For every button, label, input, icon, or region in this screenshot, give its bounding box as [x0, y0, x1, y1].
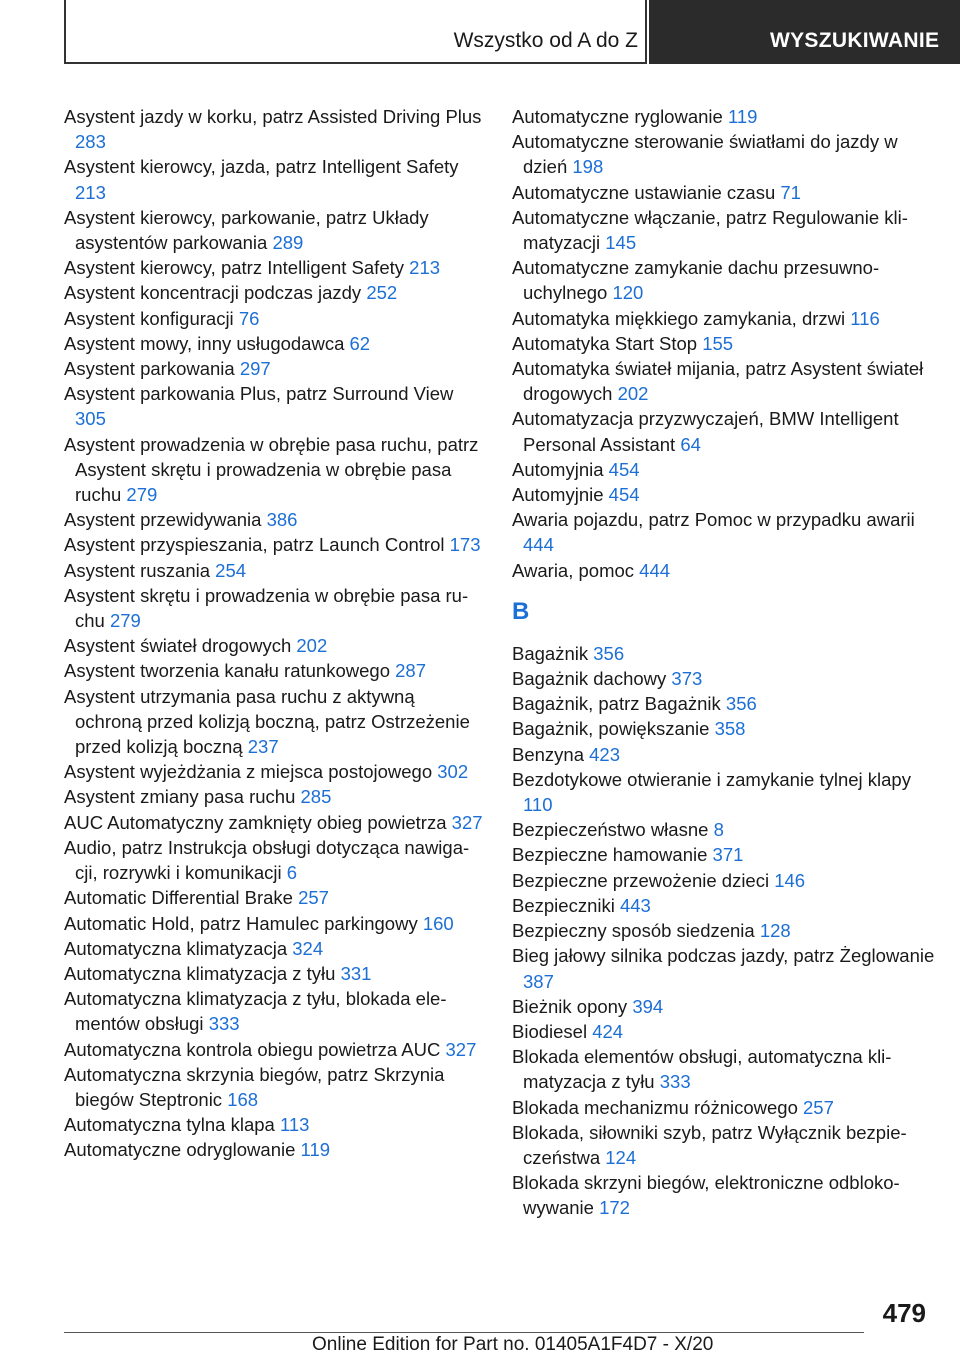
entry-text: Asystent kierowcy, patrz Intelligent Safety — [64, 257, 405, 279]
index-entry — [64, 104, 484, 154]
index-entry — [64, 810, 484, 835]
index-entry — [512, 817, 937, 842]
page-link[interactable]: 202 — [617, 383, 649, 405]
index-entry — [512, 1120, 937, 1170]
entry-text: Asystent jazdy w korku, patrz Assisted Driving Plus — [64, 106, 482, 127]
index-entry — [64, 1137, 484, 1162]
page-link[interactable]: 289 — [272, 232, 304, 254]
index-column-right — [512, 104, 937, 1221]
entry-text: Bezpieczne hamowanie — [512, 844, 708, 866]
entry-text: Bieg jałowy silnika podczas jazdy, patrz Żeglowanie — [512, 945, 935, 967]
index-entry — [64, 835, 484, 885]
section-letter: B — [512, 597, 530, 625]
page-link[interactable]: 145 — [605, 232, 637, 254]
entry-text: Automatyczna kontrola obiegu powietrza AUC — [64, 1038, 441, 1060]
page-link[interactable]: 302 — [437, 761, 469, 783]
entry-text: Automatyczna klimatyzacja z tyłu, blokada elementów obsługi — [64, 988, 447, 1035]
index-entry — [512, 918, 937, 943]
entry-text: Automatyka świateł mijania, patrz Asystent świateł drogowych — [512, 358, 924, 405]
page-link[interactable]: 394 — [632, 995, 664, 1017]
page-link[interactable]: 371 — [712, 844, 744, 866]
page-link[interactable]: 168 — [227, 1088, 259, 1110]
footer-edition: Online Edition for Part no. 01405A1F4D7 - X/20 — [312, 1334, 714, 1355]
index-entry — [64, 961, 484, 986]
entry-text: Awaria pojazdu, patrz Pomoc w przypadku awarii — [512, 509, 915, 531]
index-entry — [512, 691, 937, 716]
entry-text: Automatyczne odryglowanie — [64, 1139, 296, 1161]
index-entry — [64, 532, 484, 557]
entry-text: Blokada elementów obsługi, automatyczna klimatyzacja z tyłu — [512, 1046, 892, 1093]
entry-text: AUC Automatyczny zamknięty obieg powietrza — [64, 811, 447, 833]
entry-text: Automatyczna skrzynia biegów, patrz Skrzynia biegów Steptronic — [64, 1063, 445, 1110]
index-entry — [64, 658, 484, 683]
entry-text: Awaria, pomoc — [512, 559, 635, 581]
page-link[interactable]: 358 — [714, 718, 746, 740]
index-entry — [64, 1062, 484, 1112]
entry-text: Bezpieczny sposób siedzenia — [512, 920, 755, 942]
index-entry — [512, 180, 937, 205]
index-entry — [64, 507, 484, 532]
footer-divider — [64, 1332, 864, 1333]
index-entry — [512, 1095, 937, 1120]
entry-text: Bezpieczeństwo własne — [512, 819, 709, 841]
index-entry — [512, 1044, 937, 1094]
page-link[interactable]: 119 — [300, 1139, 331, 1161]
index-entry — [512, 129, 937, 179]
page-link[interactable]: 113 — [279, 1114, 310, 1136]
index-entry — [64, 205, 484, 255]
search-tab[interactable] — [649, 0, 960, 64]
page-link[interactable]: 257 — [298, 887, 329, 909]
page-link[interactable]: 444 — [523, 534, 554, 556]
entry-text: Bagażnik dachowy — [512, 668, 667, 690]
entry-text: Asystent skrętu i prowadzenia w obrębie pasa ruchu — [64, 584, 469, 632]
entry-text: Asystent parkowania Plus, patrz Surround View — [64, 383, 454, 405]
entry-text: Asystent prowadzenia w obrębie pasa ruchu, patrz Asystent skrętu i prowadzenia w obrębie pasa ruchu — [64, 433, 479, 506]
index-entry — [64, 684, 484, 760]
page-link[interactable]: 198 — [572, 156, 604, 178]
page-link[interactable]: 213 — [75, 181, 106, 203]
index-entry — [64, 558, 484, 583]
page-link[interactable]: 443 — [619, 894, 651, 916]
page-link[interactable]: 124 — [605, 1146, 637, 1168]
entry-text: Asystent koncentracji podczas jazdy — [64, 282, 362, 304]
page-link[interactable]: 119 — [727, 106, 758, 127]
entry-text: Automyjnia — [512, 458, 604, 480]
entry-text: Blokada, siłowniki szyb, patrz Wyłącznik bezpieczeństwa — [512, 1121, 907, 1168]
entry-text: Automatyczne ryglowanie — [512, 106, 723, 127]
entry-text: Asystent utrzymania pasa ruchu z aktywną ochroną przed kolizją boczną, patrz Ostrzeżenie przed kolizją boczną — [64, 685, 470, 758]
index-entry — [512, 406, 937, 456]
index-entry — [64, 432, 484, 508]
entry-text: Automatyczne sterowanie światłami do jazdy w dzień — [512, 131, 898, 178]
entry-text: Audio, patrz Instrukcja obsługi dotycząca nawigacji, rozrywki i komunikacji — [64, 836, 470, 884]
page-link[interactable]: 116 — [850, 307, 880, 329]
entry-text: Automatyczna klimatyzacja — [64, 937, 288, 959]
page-link[interactable]: 173 — [449, 534, 481, 556]
page-link[interactable]: 327 — [451, 811, 483, 833]
index-entry — [64, 885, 484, 910]
entry-text: Benzyna — [512, 743, 584, 765]
section-title: Wszystko od A do Z — [453, 29, 638, 52]
entry-text: Automyjnie — [512, 484, 604, 506]
page-link[interactable]: 254 — [215, 559, 247, 581]
entry-text: Automatyczna tylna klapa — [64, 1114, 275, 1136]
page-link[interactable]: 6 — [286, 862, 298, 884]
page-link[interactable]: 160 — [422, 912, 454, 934]
entry-text: Bezdotykowe otwieranie i zamykanie tylnej klapy — [512, 768, 911, 790]
page-link[interactable]: 76 — [238, 307, 260, 329]
index-entry — [64, 1112, 484, 1137]
index-entry — [512, 742, 937, 767]
page-link[interactable]: 454 — [608, 458, 640, 480]
page-link[interactable]: 387 — [523, 970, 554, 992]
index-entry — [64, 633, 484, 658]
page-link[interactable]: 423 — [589, 743, 621, 765]
index-entry — [512, 716, 937, 741]
page-link[interactable]: 454 — [608, 484, 640, 506]
index-column-left — [64, 104, 484, 1163]
index-entry — [512, 356, 937, 406]
search-tab-label: WYSZUKIWANIE — [770, 29, 940, 52]
index-entry — [512, 641, 937, 666]
index-group-b — [512, 641, 937, 1221]
index-entry — [512, 306, 937, 331]
index-entry — [64, 583, 484, 633]
entry-text: Bezpieczne przewożenie dzieci — [512, 869, 770, 891]
page-link[interactable]: 356 — [593, 642, 625, 664]
index-group-a — [512, 104, 937, 583]
entry-text: Blokada skrzyni biegów, elektroniczne odblokowywanie — [512, 1172, 900, 1219]
page-link[interactable]: 285 — [300, 786, 332, 808]
entry-text: Asystent wyjeżdżania z miejsca postojowego — [64, 761, 433, 783]
entry-text: Asystent tworzenia kanału ratunkowego — [64, 660, 390, 682]
entry-text: Automatyzacja przyzwyczajeń, BMW Intelligent Personal Assistant — [512, 408, 899, 455]
index-entry — [512, 893, 937, 918]
page-link[interactable]: 120 — [612, 282, 644, 304]
index-entry — [512, 1170, 937, 1220]
entry-text: Asystent przyspieszania, patrz Launch Control — [64, 534, 445, 556]
page-link[interactable]: 305 — [75, 408, 106, 430]
page-link[interactable]: 155 — [702, 332, 734, 354]
entry-text: Automatyka Start Stop — [512, 332, 698, 354]
page-link[interactable]: 287 — [395, 660, 427, 682]
entry-text: Asystent świateł drogowych — [64, 635, 292, 657]
index-entry — [64, 986, 484, 1036]
page-link[interactable]: 8 — [713, 819, 724, 841]
index-entry — [512, 994, 937, 1019]
entry-text: Bagażnik, patrz Bagażnik — [512, 693, 721, 715]
entry-text: Asystent kierowcy, jazda, patrz Intelligent Safety — [64, 156, 459, 178]
index-entry — [64, 911, 484, 936]
page-link[interactable]: 71 — [780, 181, 801, 203]
index-entry — [512, 104, 937, 129]
page-link[interactable]: 333 — [659, 1071, 691, 1093]
entry-text: Automatyczne włączanie, patrz Regulowanie klimatyzacji — [512, 206, 908, 254]
page-link[interactable]: 279 — [109, 610, 141, 632]
index-entry — [512, 205, 937, 255]
index-entry — [64, 255, 484, 280]
entry-text: Bieżnik opony — [512, 995, 628, 1017]
index-entry — [64, 306, 484, 331]
entry-text: Bagażnik, powiększanie — [512, 718, 710, 740]
entry-text: Asystent kierowcy, parkowanie, patrz Układy asystentów parkowania — [64, 206, 429, 254]
index-entry — [512, 558, 937, 583]
page-number: 479 — [882, 1298, 926, 1328]
page-header — [0, 0, 960, 66]
index-entry — [64, 759, 484, 784]
page-link[interactable]: 424 — [592, 1020, 624, 1042]
entry-text: Automatyka miękkiego zamykania, drzwi — [512, 307, 846, 329]
entry-text: Asystent ruszania — [64, 559, 211, 581]
entry-text: Blokada mechanizmu różnicowego — [512, 1096, 798, 1118]
index-entry — [512, 868, 937, 893]
index-entry — [512, 331, 937, 356]
entry-text: Biodiesel — [512, 1020, 588, 1042]
index-entry — [512, 255, 937, 305]
page-link[interactable]: 283 — [75, 131, 106, 153]
page-link[interactable]: 146 — [774, 869, 806, 891]
index-entry — [512, 482, 937, 507]
entry-text: Asystent przewidywania — [64, 509, 262, 531]
index-entry — [512, 1019, 937, 1044]
entry-text: Automatic Hold, patrz Hamulec parkingowy — [64, 912, 418, 934]
index-entry — [64, 154, 484, 204]
entry-text: Automatyczne zamykanie dachu przesuwno-uchylnego — [512, 257, 880, 304]
page-link[interactable]: 257 — [803, 1096, 834, 1118]
page-link[interactable]: 202 — [296, 635, 328, 657]
page-link[interactable]: 110 — [523, 794, 553, 816]
page-link[interactable]: 279 — [126, 484, 158, 506]
entry-text: Automatyczna klimatyzacja z tyłu — [64, 962, 336, 984]
page-link[interactable]: 297 — [239, 358, 271, 380]
index-entry — [512, 507, 937, 557]
index-entry — [512, 767, 937, 817]
page-link[interactable]: 373 — [671, 668, 703, 690]
page-link[interactable]: 62 — [349, 332, 371, 354]
index-entry — [512, 457, 937, 482]
page-link[interactable]: 444 — [639, 559, 671, 581]
entry-text: Automatyczne ustawianie czasu — [512, 181, 776, 203]
entry-text: Asystent mowy, inny usługodawca — [64, 332, 345, 354]
index-entry — [64, 356, 484, 381]
page-link[interactable]: 252 — [366, 282, 398, 304]
entry-text: Asystent konfiguracji — [64, 307, 234, 329]
index-entry — [64, 381, 484, 431]
page-link[interactable]: 172 — [599, 1197, 630, 1219]
page-link[interactable]: 327 — [445, 1038, 477, 1060]
page-link[interactable]: 333 — [208, 1013, 240, 1035]
page-link[interactable]: 237 — [247, 736, 279, 758]
entry-text: Bagażnik — [512, 642, 589, 664]
index-entry — [64, 936, 484, 961]
page-link[interactable]: 386 — [266, 509, 298, 531]
index-entry — [512, 842, 937, 867]
entry-text: Automatic Differential Brake — [64, 887, 293, 909]
index-entry — [512, 943, 937, 993]
page-link[interactable]: 356 — [725, 693, 757, 715]
page-link[interactable]: 324 — [292, 937, 324, 959]
page-link[interactable]: 128 — [759, 920, 791, 942]
entry-text: Asystent parkowania — [64, 358, 235, 380]
page-link[interactable]: 64 — [680, 433, 701, 455]
entry-text: Asystent zmiany pasa ruchu — [64, 786, 296, 808]
entry-text: Bezpieczniki — [512, 894, 615, 916]
index-entry — [64, 1037, 484, 1062]
page-link[interactable]: 213 — [409, 257, 441, 279]
index-entry — [64, 280, 484, 305]
index-entry — [64, 784, 484, 809]
page-link[interactable]: 331 — [340, 962, 372, 984]
index-entry — [64, 331, 484, 356]
index-entry — [512, 666, 937, 691]
